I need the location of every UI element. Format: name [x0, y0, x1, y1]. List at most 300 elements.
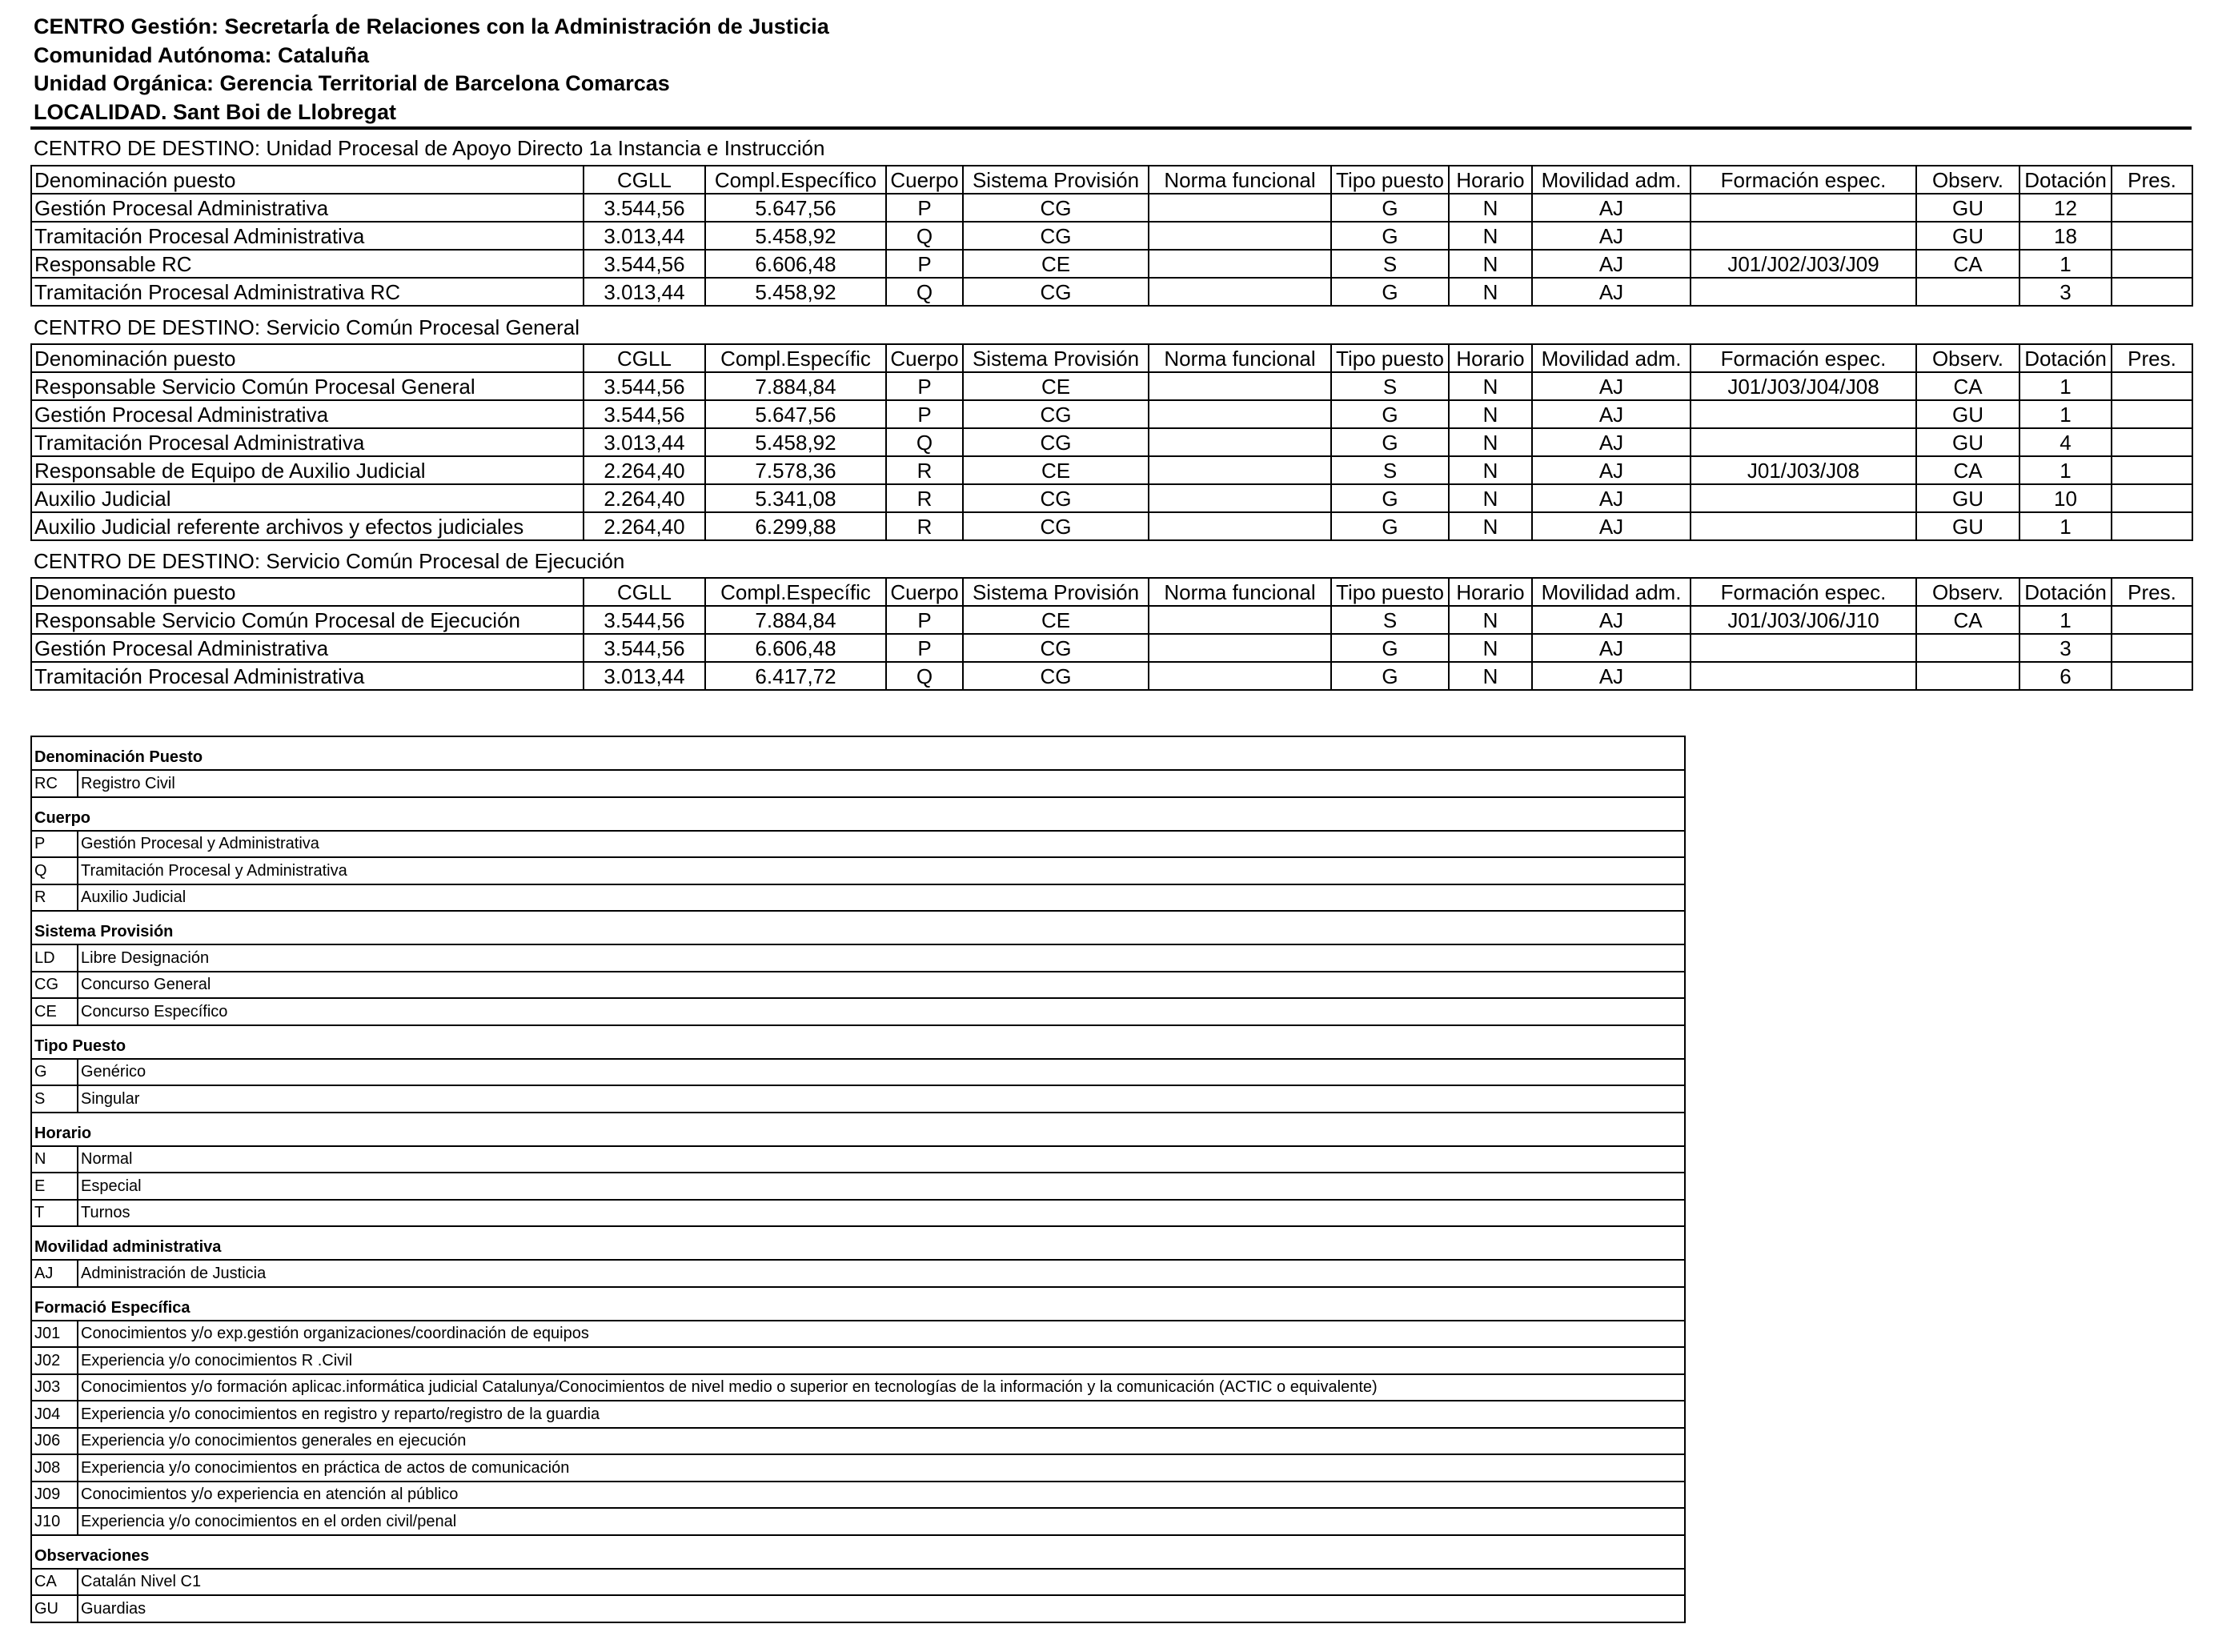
table-row: [31, 662, 2192, 690]
table-cell: CE: [963, 456, 1149, 484]
table-cell: GU: [1916, 222, 2019, 250]
table-cell: [1149, 512, 1331, 540]
table-cell: GU: [1916, 512, 2019, 540]
table-cell: [1149, 278, 1331, 306]
legend-section-row: [31, 1226, 1685, 1260]
table-cell: Q: [886, 222, 963, 250]
section-table-servicio-comun-ejecucion: [30, 577, 2193, 691]
column-header: Horario: [1449, 166, 1532, 194]
document-header: [34, 13, 829, 126]
table-row: [31, 250, 2192, 278]
legend-code: J02: [31, 1347, 78, 1374]
table-cell: AJ: [1532, 634, 1691, 662]
table-cell: [2112, 662, 2192, 690]
table-cell: Q: [886, 278, 963, 306]
table-cell: AJ: [1532, 662, 1691, 690]
table-cell: 1: [2019, 372, 2112, 400]
legend-code: E: [31, 1173, 78, 1200]
legend-section-title: Cuerpo: [31, 797, 1685, 831]
table-cell: CA: [1916, 456, 2019, 484]
column-header: Denominación puesto: [31, 166, 584, 194]
column-header: Cuerpo: [886, 344, 963, 372]
legend-item: [31, 972, 1685, 999]
table-cell: N: [1449, 372, 1532, 400]
table-cell: P: [886, 634, 963, 662]
table-cell: [1149, 222, 1331, 250]
section-title-servicio-comun-ejecucion: CENTRO DE DESTINO: Servicio Común Procesal de Ejecución: [34, 549, 625, 573]
table-cell: N: [1449, 662, 1532, 690]
legend-code: AJ: [31, 1260, 78, 1287]
table-cell: 12: [2019, 194, 2112, 222]
table-row: [31, 194, 2192, 222]
legend-description: Experiencia y/o conocimientos R .Civil: [78, 1347, 1685, 1374]
legend-description: Experiencia y/o conocimientos en el orden civil/penal: [78, 1508, 1685, 1535]
legend-item: [31, 1428, 1685, 1455]
table-cell: AJ: [1532, 278, 1691, 306]
table-cell: [2112, 512, 2192, 540]
table-cell: [1691, 222, 1916, 250]
legend-code: GU: [31, 1595, 78, 1622]
table-cell: P: [886, 250, 963, 278]
table-row: [31, 400, 2192, 428]
legend-description: Experiencia y/o conocimientos generales en ejecución: [78, 1428, 1685, 1455]
table-cell: N: [1449, 606, 1532, 634]
table-cell: 6.417,72: [705, 662, 886, 690]
table-cell: G: [1331, 194, 1449, 222]
section-title-servicio-comun-general: CENTRO DE DESTINO: Servicio Común Procesal General: [34, 315, 580, 339]
legend-item: [31, 1347, 1685, 1374]
table-cell: Gestión Procesal Administrativa: [31, 400, 584, 428]
legend-item: [31, 1374, 1685, 1401]
table-cell: AJ: [1532, 250, 1691, 278]
legend-item: [31, 1146, 1685, 1173]
table-cell: [2112, 456, 2192, 484]
table-cell: G: [1331, 662, 1449, 690]
legend-section-row: [31, 1287, 1685, 1321]
legend-item: [31, 1321, 1685, 1348]
table-cell: CE: [963, 250, 1149, 278]
table-cell: AJ: [1532, 484, 1691, 512]
legend-item: [31, 770, 1685, 797]
legend-item: [31, 1595, 1685, 1622]
table-cell: 3.544,56: [584, 606, 705, 634]
table-cell: [1691, 662, 1916, 690]
column-header: Pres.: [2112, 578, 2192, 606]
legend-code: P: [31, 831, 78, 858]
column-header: Observ.: [1916, 578, 2019, 606]
table-row: [31, 484, 2192, 512]
legend-description: Singular: [78, 1085, 1685, 1113]
column-header: Movilidad adm.: [1532, 344, 1691, 372]
legend-section-row: [31, 797, 1685, 831]
table-cell: Responsable Servicio Común Procesal de Ejecución: [31, 606, 584, 634]
legend-description: Turnos: [78, 1200, 1685, 1227]
table-header-row: [31, 166, 2192, 194]
legend-description: Conocimientos y/o exp.gestión organizaciones/coordinación de equipos: [78, 1321, 1685, 1348]
legend-code: LD: [31, 944, 78, 972]
legend-item: [31, 1085, 1685, 1113]
legend-code: RC: [31, 770, 78, 797]
table-cell: G: [1331, 512, 1449, 540]
legend-code: J09: [31, 1482, 78, 1509]
table-cell: [2112, 194, 2192, 222]
column-header: Formación espec.: [1691, 578, 1916, 606]
legend-description: Experiencia y/o conocimientos en práctica de actos de comunicación: [78, 1454, 1685, 1482]
legend-section-row: [31, 911, 1685, 944]
table-cell: 2.264,40: [584, 512, 705, 540]
table-cell: R: [886, 484, 963, 512]
column-header: Compl.Específic: [705, 578, 886, 606]
legend-item: [31, 831, 1685, 858]
table-cell: 6.299,88: [705, 512, 886, 540]
column-header: Norma funcional: [1149, 578, 1331, 606]
legend-section-row: [31, 1535, 1685, 1569]
legend-code: J06: [31, 1428, 78, 1455]
table-cell: 5.647,56: [705, 194, 886, 222]
table-cell: [1149, 634, 1331, 662]
table-row: [31, 372, 2192, 400]
table-cell: 3.544,56: [584, 372, 705, 400]
legend-description: Tramitación Procesal y Administrativa: [78, 857, 1685, 884]
table-cell: CA: [1916, 250, 2019, 278]
table-cell: CE: [963, 606, 1149, 634]
table-cell: S: [1331, 456, 1449, 484]
header-centro-gestion: CENTRO Gestión: SecretarÍa de Relaciones con la Administración de Justicia: [34, 14, 829, 38]
table-cell: Q: [886, 428, 963, 456]
legend-item: [31, 1508, 1685, 1535]
table-row: [31, 428, 2192, 456]
column-header: Dotación: [2019, 578, 2112, 606]
column-header: Compl.Específico: [705, 166, 886, 194]
table-cell: [1691, 634, 1916, 662]
table-cell: N: [1449, 428, 1532, 456]
legend-description: Auxilio Judicial: [78, 884, 1685, 912]
legend-section-title: Observaciones: [31, 1535, 1685, 1569]
table-cell: CG: [963, 400, 1149, 428]
table-cell: 6: [2019, 662, 2112, 690]
table-cell: R: [886, 512, 963, 540]
legend-section-title: Sistema Provisión: [31, 911, 1685, 944]
legend-code: CE: [31, 998, 78, 1025]
table-cell: CG: [963, 194, 1149, 222]
legend-description: Experiencia y/o conocimientos en registro y reparto/registro de la guardia: [78, 1401, 1685, 1428]
table-cell: [2112, 250, 2192, 278]
table-cell: 5.458,92: [705, 222, 886, 250]
table-cell: P: [886, 372, 963, 400]
legend-section-title: Denominación Puesto: [31, 736, 1685, 770]
table-cell: [1691, 428, 1916, 456]
table-cell: [2112, 278, 2192, 306]
table-cell: AJ: [1532, 606, 1691, 634]
legend-code: J04: [31, 1401, 78, 1428]
table-cell: [1149, 456, 1331, 484]
table-header-row: [31, 578, 2192, 606]
table-cell: CE: [963, 372, 1149, 400]
table-cell: Q: [886, 662, 963, 690]
table-cell: [2112, 400, 2192, 428]
column-header: Dotación: [2019, 344, 2112, 372]
table-cell: R: [886, 456, 963, 484]
column-header: Tipo puesto: [1331, 166, 1449, 194]
table-cell: [1691, 484, 1916, 512]
table-row: [31, 512, 2192, 540]
table-cell: G: [1331, 484, 1449, 512]
legend-code: S: [31, 1085, 78, 1113]
table-cell: G: [1331, 634, 1449, 662]
legend-code: J01: [31, 1321, 78, 1348]
legend-item: [31, 857, 1685, 884]
legend-description: Concurso Específico: [78, 998, 1685, 1025]
table-cell: N: [1449, 400, 1532, 428]
table-cell: AJ: [1532, 456, 1691, 484]
table-cell: 5.647,56: [705, 400, 886, 428]
legend-item: [31, 1401, 1685, 1428]
table-cell: Responsable Servicio Común Procesal General: [31, 372, 584, 400]
table-cell: [1149, 606, 1331, 634]
table-cell: G: [1331, 222, 1449, 250]
table-cell: P: [886, 194, 963, 222]
legend-code: G: [31, 1059, 78, 1086]
table-cell: [1691, 194, 1916, 222]
table-cell: S: [1331, 606, 1449, 634]
legend-code: N: [31, 1146, 78, 1173]
table-cell: N: [1449, 634, 1532, 662]
table-cell: Tramitación Procesal Administrativa: [31, 428, 584, 456]
column-header: Pres.: [2112, 166, 2192, 194]
legend-description: Especial: [78, 1173, 1685, 1200]
table-header-row: [31, 344, 2192, 372]
legend-section-title: Formació Específica: [31, 1287, 1685, 1321]
table-cell: N: [1449, 222, 1532, 250]
table-cell: G: [1331, 428, 1449, 456]
table-cell: G: [1331, 400, 1449, 428]
column-header: Formación espec.: [1691, 166, 1916, 194]
table-cell: J01/J03/J08: [1691, 456, 1916, 484]
legend-item: [31, 1260, 1685, 1287]
table-cell: 10: [2019, 484, 2112, 512]
table-cell: 5.458,92: [705, 428, 886, 456]
table-cell: 1: [2019, 250, 2112, 278]
table-cell: [1149, 400, 1331, 428]
table-cell: 1: [2019, 512, 2112, 540]
legend-section-title: Tipo Puesto: [31, 1025, 1685, 1059]
table-cell: Responsable de Equipo de Auxilio Judicial: [31, 456, 584, 484]
legend-section-title: Movilidad administrativa: [31, 1226, 1685, 1260]
legend-description: Genérico: [78, 1059, 1685, 1086]
table-row: [31, 456, 2192, 484]
legend-item: [31, 998, 1685, 1025]
column-header: Sistema Provisión: [963, 166, 1149, 194]
table-cell: CG: [963, 512, 1149, 540]
legend-description: Guardias: [78, 1595, 1685, 1622]
column-header: Horario: [1449, 578, 1532, 606]
table-cell: 7.884,84: [705, 372, 886, 400]
legend-item: [31, 1482, 1685, 1509]
table-cell: CA: [1916, 372, 2019, 400]
column-header: Tipo puesto: [1331, 578, 1449, 606]
table-cell: AJ: [1532, 512, 1691, 540]
column-header: Observ.: [1916, 344, 2019, 372]
legend-description: Gestión Procesal y Administrativa: [78, 831, 1685, 858]
table-cell: CG: [963, 634, 1149, 662]
table-cell: 7.578,36: [705, 456, 886, 484]
column-header: CGLL: [584, 578, 705, 606]
table-cell: 3.544,56: [584, 194, 705, 222]
table-cell: 18: [2019, 222, 2112, 250]
table-cell: [1149, 250, 1331, 278]
column-header: Dotación: [2019, 166, 2112, 194]
header-localidad: LOCALIDAD. Sant Boi de Llobregat: [34, 99, 397, 124]
legend-description: Libre Designación: [78, 944, 1685, 972]
table-cell: J01/J02/J03/J09: [1691, 250, 1916, 278]
legend-code: R: [31, 884, 78, 912]
column-header: CGLL: [584, 166, 705, 194]
header-unidad: Unidad Orgánica: Gerencia Territorial de Barcelona Comarcas: [34, 71, 670, 95]
table-cell: Auxilio Judicial referente archivos y efectos judiciales: [31, 512, 584, 540]
table-cell: N: [1449, 278, 1532, 306]
table-cell: Tramitación Procesal Administrativa: [31, 222, 584, 250]
legend-description: Conocimientos y/o experiencia en atención al público: [78, 1482, 1685, 1509]
table-cell: 1: [2019, 606, 2112, 634]
legend-table: [30, 736, 1686, 1623]
table-cell: N: [1449, 250, 1532, 278]
table-cell: [2112, 634, 2192, 662]
table-cell: CG: [963, 278, 1149, 306]
legend-section-title: Horario: [31, 1113, 1685, 1146]
table-cell: AJ: [1532, 194, 1691, 222]
legend-item: [31, 944, 1685, 972]
legend-description: Conocimientos y/o formación aplicac.informática judicial Catalunya/Conocimientos de nivel medio o superior en tecnologías de la información y la comunicación (ACTIC o equivalente): [78, 1374, 1685, 1401]
section-table-unidad-apoyo-directo: [30, 165, 2193, 307]
table-cell: [2112, 222, 2192, 250]
table-cell: [1916, 634, 2019, 662]
table-cell: N: [1449, 456, 1532, 484]
legend-code: T: [31, 1200, 78, 1227]
table-cell: N: [1449, 512, 1532, 540]
column-header: Tipo puesto: [1331, 344, 1449, 372]
column-header: Denominación puesto: [31, 578, 584, 606]
table-cell: [1149, 372, 1331, 400]
table-cell: 3.013,44: [584, 278, 705, 306]
legend-code: CA: [31, 1569, 78, 1596]
table-cell: G: [1331, 278, 1449, 306]
legend-code: J10: [31, 1508, 78, 1535]
column-header: Horario: [1449, 344, 1532, 372]
table-cell: Tramitación Procesal Administrativa RC: [31, 278, 584, 306]
table-row: [31, 634, 2192, 662]
table-cell: 3.544,56: [584, 250, 705, 278]
table-cell: [1149, 662, 1331, 690]
table-cell: 1: [2019, 400, 2112, 428]
table-cell: J01/J03/J06/J10: [1691, 606, 1916, 634]
table-cell: AJ: [1532, 428, 1691, 456]
table-cell: 5.341,08: [705, 484, 886, 512]
table-cell: AJ: [1532, 372, 1691, 400]
column-header: Observ.: [1916, 166, 2019, 194]
legend-description: Normal: [78, 1146, 1685, 1173]
column-header: Pres.: [2112, 344, 2192, 372]
table-cell: N: [1449, 194, 1532, 222]
column-header: Movilidad adm.: [1532, 166, 1691, 194]
table-cell: [1916, 278, 2019, 306]
table-cell: J01/J03/J04/J08: [1691, 372, 1916, 400]
legend-item: [31, 884, 1685, 912]
table-cell: [2112, 428, 2192, 456]
table-cell: S: [1331, 250, 1449, 278]
table-cell: [1916, 662, 2019, 690]
column-header: Denominación puesto: [31, 344, 584, 372]
column-header: Sistema Provisión: [963, 344, 1149, 372]
section-title-unidad-apoyo-directo: CENTRO DE DESTINO: Unidad Procesal de Apoyo Directo 1a Instancia e Instrucción: [34, 136, 825, 160]
legend-code: CG: [31, 972, 78, 999]
table-cell: [1149, 428, 1331, 456]
legend-item: [31, 1569, 1685, 1596]
table-cell: GU: [1916, 194, 2019, 222]
table-cell: [1691, 400, 1916, 428]
table-row: [31, 278, 2192, 306]
column-header: Movilidad adm.: [1532, 578, 1691, 606]
table-cell: CG: [963, 428, 1149, 456]
table-cell: 6.606,48: [705, 634, 886, 662]
table-cell: 2.264,40: [584, 456, 705, 484]
legend-item: [31, 1454, 1685, 1482]
table-row: [31, 606, 2192, 634]
table-cell: GU: [1916, 428, 2019, 456]
legend-item: [31, 1059, 1685, 1086]
table-cell: Tramitación Procesal Administrativa: [31, 662, 584, 690]
legend-item: [31, 1200, 1685, 1227]
table-cell: CG: [963, 484, 1149, 512]
column-header: CGLL: [584, 344, 705, 372]
legend-section-row: [31, 1113, 1685, 1146]
table-cell: S: [1331, 372, 1449, 400]
table-cell: [2112, 606, 2192, 634]
table-cell: 3: [2019, 634, 2112, 662]
column-header: Sistema Provisión: [963, 578, 1149, 606]
table-cell: CG: [963, 222, 1149, 250]
column-header: Norma funcional: [1149, 166, 1331, 194]
table-cell: Auxilio Judicial: [31, 484, 584, 512]
table-cell: 6.606,48: [705, 250, 886, 278]
table-cell: 4: [2019, 428, 2112, 456]
table-cell: CA: [1916, 606, 2019, 634]
header-comunidad: Comunidad Autónoma: Cataluña: [34, 42, 369, 67]
column-header: Formación espec.: [1691, 344, 1916, 372]
table-cell: Responsable RC: [31, 250, 584, 278]
legend-code: Q: [31, 857, 78, 884]
table-cell: 1: [2019, 456, 2112, 484]
column-header: Compl.Específic: [705, 344, 886, 372]
legend-description: Catalán Nivel C1: [78, 1569, 1685, 1596]
legend-description: Concurso General: [78, 972, 1685, 999]
table-cell: 3.013,44: [584, 222, 705, 250]
table-cell: AJ: [1532, 222, 1691, 250]
legend-code: J08: [31, 1454, 78, 1482]
legend-description: Administración de Justicia: [78, 1260, 1685, 1287]
header-rule: [30, 126, 2192, 130]
table-cell: P: [886, 400, 963, 428]
table-cell: [1691, 278, 1916, 306]
table-cell: Gestión Procesal Administrativa: [31, 194, 584, 222]
table-cell: [2112, 484, 2192, 512]
table-cell: P: [886, 606, 963, 634]
legend-section-row: [31, 1025, 1685, 1059]
table-cell: 3.013,44: [584, 428, 705, 456]
table-cell: 5.458,92: [705, 278, 886, 306]
column-header: Cuerpo: [886, 578, 963, 606]
table-cell: N: [1449, 484, 1532, 512]
table-cell: [1149, 484, 1331, 512]
